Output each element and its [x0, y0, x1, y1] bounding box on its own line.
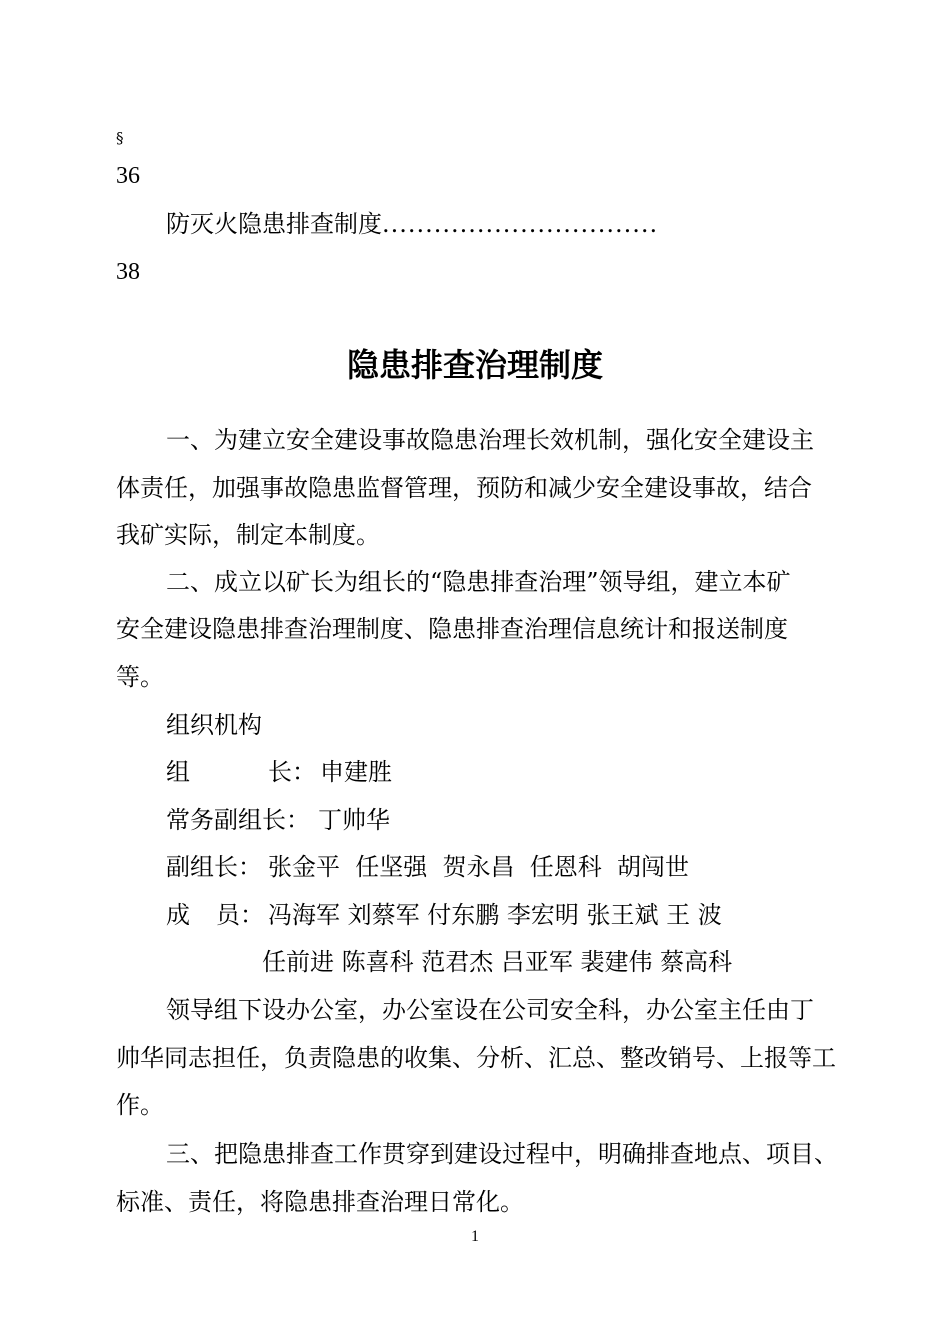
paragraph-line: 作。 [116, 1091, 164, 1119]
leader-name: 申建胜 [320, 758, 392, 786]
member-names: 冯海军 刘蔡军 付东鹏 李宏明 张王斌 王 波 [268, 901, 722, 929]
deputy-label: 副组长： [166, 853, 262, 881]
member-label-end: 员： [216, 901, 264, 929]
member-names: 任前进 陈喜科 范君杰 吕亚军 裴建伟 蔡高科 [262, 948, 733, 976]
page-number: 1 [471, 1228, 479, 1245]
leader-label: 组 [166, 758, 190, 786]
paragraph-line: 标准、责任，将隐患排查治理日常化。 [116, 1188, 524, 1216]
toc-symbol: § [116, 129, 124, 147]
paragraph-line: 我矿实际，制定本制度。 [116, 521, 380, 549]
deputy-names: 张金平 任坚强 贺永昌 任恩科 胡闯世 [268, 853, 690, 881]
toc-entry [166, 208, 658, 240]
paragraph-line: 一、为建立安全建设事故隐患治理长效机制，强化安全建设主 [166, 426, 814, 454]
paragraph-line: 体责任，加强事故隐患监督管理，预防和减少安全建设事故，结合 [116, 474, 812, 502]
toc-page-number: 36 [116, 163, 140, 189]
paragraph-line: 等。 [116, 663, 164, 691]
paragraph-line: 二、成立以矿长为组长的“隐患排查治理”领导组，建立本矿 [166, 568, 791, 596]
paragraph-line: 安全建设隐患排查治理制度、隐患排查治理信息统计和报送制度 [116, 615, 788, 643]
page-title: 隐患排查治理制度 [346, 346, 603, 384]
leader-label-end: 长： [268, 758, 316, 786]
toc-entry-dots: ................................ [382, 210, 659, 238]
paragraph-line: 三、把隐患排查工作贯穿到建设过程中，明确排查地点、项目、 [166, 1140, 838, 1168]
paragraph-line: 帅华同志担任，负责隐患的收集、分析、汇总、整改销号、上报等工 [116, 1044, 836, 1072]
exec-deputy-label: 常务副组长： [166, 806, 310, 834]
member-label: 成 [166, 901, 190, 929]
toc-entry-title: 防灭火隐患排查制度 [166, 210, 382, 238]
toc-page-number: 38 [116, 259, 140, 285]
exec-deputy-name: 丁帅华 [318, 806, 390, 834]
org-heading: 组织机构 [166, 711, 262, 739]
paragraph-line: 领导组下设办公室，办公室设在公司安全科，办公室主任由丁 [166, 996, 814, 1024]
